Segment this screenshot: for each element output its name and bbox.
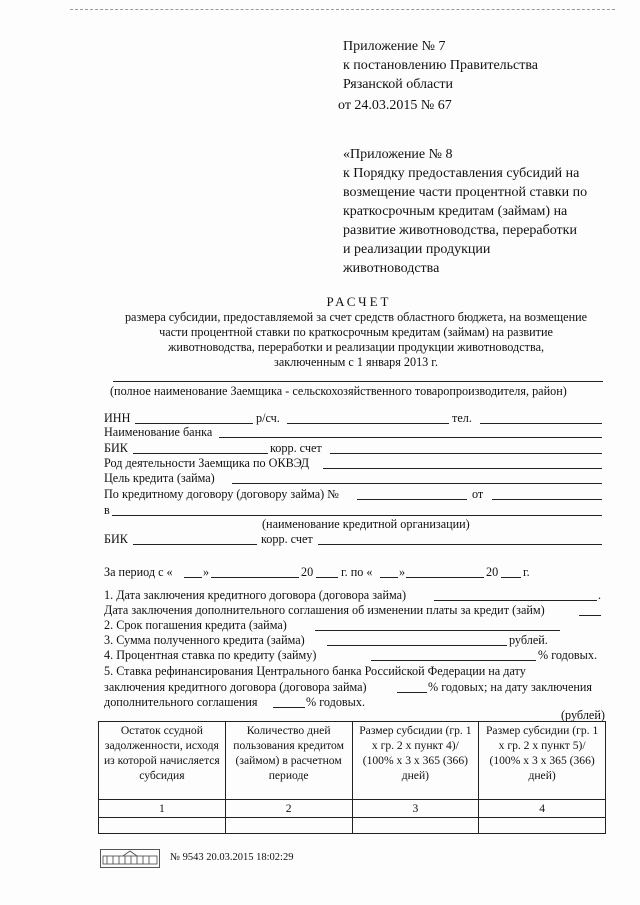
- tel-field[interactable]: [480, 423, 602, 424]
- borrower-line[interactable]: [113, 381, 603, 382]
- table-cell[interactable]: [225, 818, 352, 834]
- period-start-month[interactable]: [211, 577, 299, 578]
- item-5-line-2-post: % годовых; на дату заключения: [428, 680, 593, 694]
- subsidy-table: [98, 721, 606, 834]
- corr2-field[interactable]: [318, 544, 602, 545]
- table-header-row: [99, 722, 606, 800]
- registration-logo: [100, 849, 160, 868]
- period-label: За период с «: [104, 565, 173, 579]
- number-cell: 1: [99, 800, 226, 818]
- rs-field[interactable]: [287, 423, 449, 424]
- subtitle-line: животноводства, переработки и реализации продукции животноводства,: [167, 340, 545, 354]
- number-cell: 4: [479, 800, 606, 818]
- rs-label: р/сч.: [256, 411, 280, 425]
- bik2-label: БИК: [104, 532, 128, 546]
- period-year-prefix-2: 20: [486, 565, 499, 579]
- contract-number-field[interactable]: [357, 499, 467, 500]
- item-3-label: 3. Сумма полученного кредита (займа): [104, 633, 305, 647]
- number-cell: 3: [352, 800, 479, 818]
- credit-org-field[interactable]: [112, 515, 602, 516]
- top-border: [70, 9, 615, 10]
- building-icon: [101, 850, 159, 867]
- bik-label: БИК: [104, 441, 128, 455]
- period-end-label: г.: [523, 565, 530, 579]
- appendix-block: [343, 37, 538, 94]
- period-year-prefix: 20: [301, 565, 314, 579]
- tel-label: тел.: [452, 411, 472, 425]
- document-subtitle: [96, 310, 616, 370]
- item-1-field[interactable]: [434, 600, 597, 601]
- header-cell: Остаток ссудной задолженности, исходя из которой начисляется субсидия: [99, 722, 226, 800]
- item-5-line-3-post: % годовых.: [306, 695, 366, 709]
- item-1b-field[interactable]: [579, 615, 601, 616]
- number-cell: 2: [225, 800, 352, 818]
- bik2-field[interactable]: [133, 544, 257, 545]
- item-5-rate-agreement[interactable]: [273, 707, 305, 708]
- item-1-label: 1. Дата заключения кредитного договора (договора займа): [104, 588, 407, 602]
- subtitle-line: заключенным с 1 января 2013 г.: [274, 355, 438, 369]
- corr-field[interactable]: [330, 453, 602, 454]
- item-1b-label: Дата заключения дополнительного соглашения об изменении платы за кредит (займ): [104, 603, 545, 617]
- okved-field[interactable]: [323, 468, 602, 469]
- quote-block: [343, 145, 587, 278]
- item-2-label: 2. Срок погашения кредита (займа): [104, 618, 287, 632]
- inn-field[interactable]: [135, 423, 253, 424]
- header-cell: Количество дней пользования кредитом (займом) в расчетном периоде: [225, 722, 352, 800]
- document-title: РАСЧЕТ: [326, 294, 392, 309]
- item-4-field[interactable]: [371, 660, 536, 661]
- bik-field[interactable]: [133, 453, 268, 454]
- item-3-end: рублей.: [509, 633, 548, 647]
- subtitle-line: части процентной ставки по краткосрочным кредитам (займам) на развитие: [159, 325, 553, 339]
- registration-stamp: № 9543 20.03.2015 18:02:29: [170, 852, 294, 863]
- corr-label: корр. счет: [270, 441, 322, 455]
- appendix-line: к постановлению Правительства: [343, 58, 539, 73]
- unit-label: (рублей): [561, 708, 605, 722]
- table-cell[interactable]: [352, 818, 479, 834]
- from-label: от: [472, 487, 484, 501]
- item-2-field[interactable]: [315, 630, 560, 631]
- table-cell[interactable]: [479, 818, 606, 834]
- item-1-end: .: [598, 588, 602, 602]
- quote-line: и реализации продукции: [343, 242, 491, 257]
- period-start-day[interactable]: [184, 577, 202, 578]
- quote-line: краткосрочным кредитам (займам) на: [343, 204, 568, 219]
- borrower-caption: (полное наименование Заемщика - сельскохозяйственного товаропроизводителя, район): [110, 384, 567, 398]
- period-end-day[interactable]: [380, 577, 398, 578]
- period-to-label: г. по «: [341, 565, 373, 579]
- purpose-label: Цель кредита (займа): [104, 471, 215, 485]
- period-end-month[interactable]: [406, 577, 484, 578]
- period-quote: »: [203, 565, 210, 579]
- okved-label: Род деятельности Заемщика по ОКВЭД: [104, 456, 310, 470]
- item-5-line-3-pre: дополнительного соглашения: [104, 695, 258, 709]
- period-end-year[interactable]: [501, 577, 521, 578]
- header-cell: Размер субсидии (гр. 1 х гр. 2 х пункт 4)/ (100% х 3 х 365 (366) дней): [352, 722, 479, 800]
- quote-line: развитие животноводства, переработки: [343, 223, 577, 238]
- appendix-line: Приложение № 7: [343, 39, 446, 54]
- table-row[interactable]: [99, 818, 606, 834]
- item-3-field[interactable]: [327, 645, 507, 646]
- appendix-line: Рязанской области: [343, 77, 454, 92]
- table-number-row: [99, 800, 606, 818]
- subtitle-line: размера субсидии, предоставляемой за счет средств областного бюджета, на возмещение: [124, 310, 588, 324]
- header-cell: Размер субсидии (гр. 1 х гр. 2 х пункт 5)/ (100% х 3 х 365 (366) дней): [479, 722, 606, 800]
- corr2-label: корр. счет: [261, 532, 313, 546]
- in-label: в: [104, 503, 110, 517]
- contract-date-field[interactable]: [492, 499, 602, 500]
- contract-label: По кредитному договору (договору займа) №: [104, 487, 339, 501]
- inn-label: ИНН: [104, 411, 131, 425]
- item-5-line-2-pre: заключения кредитного договора (договора займа): [104, 680, 367, 694]
- table-cell[interactable]: [99, 818, 226, 834]
- quote-line: животноводства: [343, 261, 440, 276]
- item-5-rate-contract[interactable]: [397, 692, 427, 693]
- quote-line: возмещение части процентной ставки по: [343, 185, 588, 200]
- quote-line: «Приложение № 8: [343, 147, 453, 162]
- purpose-field[interactable]: [232, 483, 602, 484]
- period-start-year[interactable]: [316, 577, 338, 578]
- item-5-line-1: 5. Ставка рефинансирования Центрального банка Российской Федерации на дату: [104, 664, 526, 678]
- bank-name-label: Наименование банка: [104, 425, 213, 439]
- bank-name-field[interactable]: [219, 437, 602, 438]
- quote-line: к Порядку предоставления субсидий на: [343, 166, 580, 181]
- item-4-end: % годовых.: [538, 648, 598, 662]
- date-line: от 24.03.2015 № 67: [338, 98, 452, 113]
- org-caption: (наименование кредитной организации): [262, 517, 470, 531]
- period-quote-2: »: [399, 565, 406, 579]
- item-4-label: 4. Процентная ставка по кредиту (займу): [104, 648, 317, 662]
